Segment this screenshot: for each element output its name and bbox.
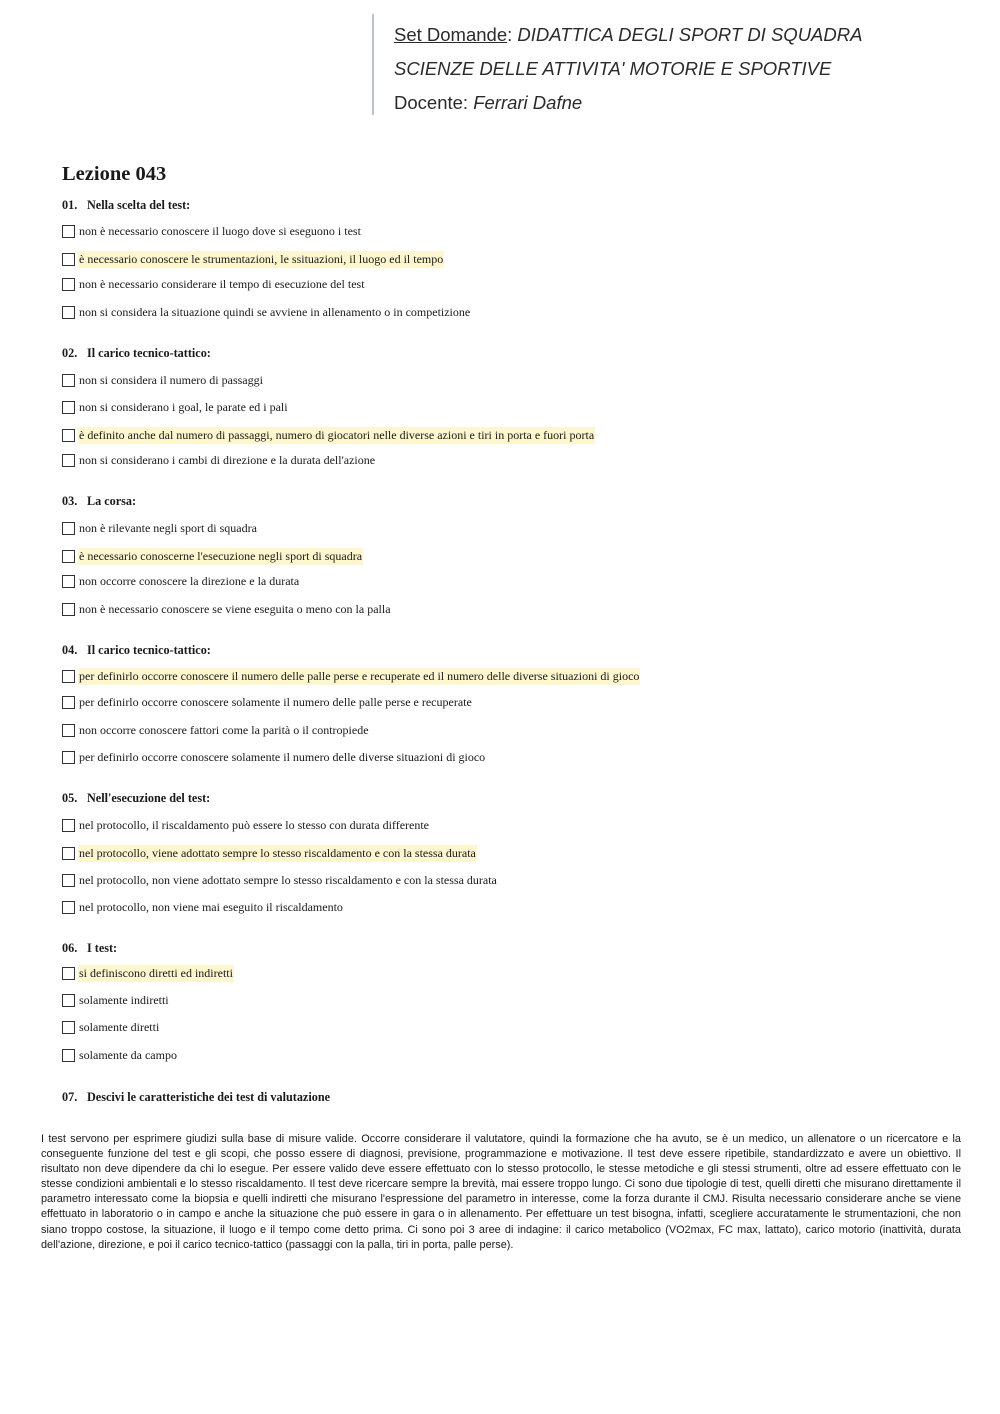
question-text: Il carico tecnico-tattico: [87, 643, 211, 657]
checkbox[interactable] [62, 575, 75, 588]
option-3[interactable] [62, 872, 498, 888]
option-text: è necessario conoscerne l'esecuzione negli sport di squadra [79, 548, 363, 563]
header-course-line [394, 21, 972, 48]
question-text: Nella scelta del test: [87, 198, 191, 212]
option-text: non si considerano i goal, le parate ed i pali [79, 399, 288, 414]
question-number: 02. [62, 346, 78, 360]
checkbox[interactable] [62, 522, 75, 535]
option-text: nel protocollo, il riscaldamento può essere lo stesso con durata differente [79, 817, 430, 832]
option-text: non è rilevante negli sport di squadra [79, 520, 257, 535]
teacher-name: Ferrari Dafne [473, 92, 583, 113]
option-text: è necessario conoscere le strumentazioni, le ssituazioni, il luogo ed il tempo [79, 251, 444, 266]
option-text: per definirlo occorre conoscere solamente il numero delle diverse situazioni di gioco [79, 749, 486, 764]
set-label: Set Domande [394, 24, 508, 45]
checkbox[interactable] [62, 724, 75, 737]
option-4[interactable] [62, 749, 486, 765]
option-1[interactable] [62, 372, 264, 388]
option-4[interactable] [62, 304, 471, 320]
option-text: per definirlo occorre conoscere il numero delle palle perse e recuperate ed il numero delle diverse situazioni di gioco [79, 668, 640, 683]
question-number: 04. [62, 643, 78, 657]
header-teacher-line [394, 89, 972, 116]
checkbox[interactable] [62, 819, 75, 832]
option-text: non è necessario considerare il tempo di esecuzione del test [79, 276, 365, 291]
option-text: non è necessario conoscere se viene eseguita o meno con la palla [79, 601, 391, 616]
option-1[interactable] [62, 965, 234, 981]
open-answer-text: I test servono per esprimere giudizi sulla base di misure valide. Occorre considerare il valutatore, quindi la formazione che ha avuto, se è un medico, un allenatore o un ricercatore e la conseguente funzione del test e gli scopi, che posso essere di diagnosi, previsione, programmazione e motivazione. Il test deve essere ripetibile, standardizzato e avere un obiettivo. Il risultato non deve dipendere da chi lo esegue. Per essere valido deve essere effettuato con lo stesso protocollo, le stesse metodiche e gli stessi strumenti, oltre ad essere effettuato con le stesse condizioni ambientali e lo stesso riscaldamento. Il test deve ricercare sempre la brevità, mai essere troppo lungo. Ci sono due tipologie di test, quelli diretti che misurano direttamente il parametro interessato come la biopsia e quelli indiretti che misurano l'espressione del parametro in interesse, come la forza durante il CMJ. Risulta necessario considerare anche se viene effettuato in laboratorio o in campo e anche la situazione che può essere in gara o in allenamento. Per effettuare un test bisogna, infatti, scegliere accuratamente le strumentazioni, che non siano troppo costose, la situazione, il luogo e il tempo come detto prima. Ci sono poi 3 aree di indagine: il carico metabolico (VO2max, FC max, lattato), carico motorio (inattività, durata dell'azione, direzione, e poi il carico tecnico-tattico (passaggi con la palla, tiri in porta, palle perse). [41, 1133, 961, 1251]
question-number: 07. [62, 1090, 78, 1104]
question-text: Il carico tecnico-tattico: [87, 346, 211, 360]
option-3[interactable] [62, 427, 595, 443]
question-number: 01. [62, 198, 78, 212]
teacher-label: Docente: [394, 92, 469, 113]
checkbox[interactable] [62, 306, 75, 319]
option-4[interactable] [62, 452, 376, 468]
option-1[interactable] [62, 520, 258, 536]
option-3[interactable] [62, 573, 300, 589]
question-07 [62, 1090, 330, 1105]
course-name: DIDATTICA DEGLI SPORT DI SQUADRA [517, 24, 863, 45]
checkbox[interactable] [62, 374, 75, 387]
checkbox[interactable] [62, 994, 75, 1007]
checkbox[interactable] [62, 454, 75, 467]
question-06 [62, 941, 117, 956]
option-2[interactable] [62, 251, 444, 267]
option-4[interactable] [62, 1047, 178, 1063]
option-text: non è necessario conoscere il luogo dove si eseguono i test [79, 223, 361, 238]
question-number: 05. [62, 791, 78, 805]
option-text: non occorre conoscere la direzione e la durata [79, 573, 300, 588]
checkbox[interactable] [62, 401, 75, 414]
set-separator: : [507, 24, 513, 45]
question-text: Descivi le caratteristiche dei test di valutazione [87, 1090, 331, 1104]
option-1[interactable] [62, 817, 430, 833]
document-header [372, 14, 972, 115]
question-05 [62, 791, 210, 806]
option-2[interactable] [62, 992, 170, 1008]
checkbox[interactable] [62, 253, 75, 266]
option-text: solamente indiretti [79, 992, 169, 1007]
option-text: si definiscono diretti ed indiretti [79, 965, 233, 980]
checkbox[interactable] [62, 967, 75, 980]
option-text: non si considerano i cambi di direzione e la durata dell'azione [79, 452, 376, 467]
checkbox[interactable] [62, 550, 75, 563]
option-4[interactable] [62, 899, 344, 915]
checkbox[interactable] [62, 429, 75, 442]
option-2[interactable] [62, 399, 289, 415]
question-text: I test: [87, 941, 118, 955]
option-text: nel protocollo, non viene adottato sempre lo stesso riscaldamento e con la stessa durata [79, 872, 497, 887]
lesson-title: Lezione 043 [62, 163, 167, 185]
option-text: non si considera la situazione quindi se avviene in allenamento o in competizione [79, 304, 471, 319]
option-text: nel protocollo, non viene mai eseguito il riscaldamento [79, 899, 343, 914]
question-02 [62, 346, 211, 361]
question-text: La corsa: [87, 494, 137, 508]
option-1[interactable] [62, 223, 362, 239]
option-text: non occorre conoscere fattori come la parità o il contropiede [79, 722, 369, 737]
option-text: non si considera il numero di passaggi [79, 372, 263, 387]
checkbox[interactable] [62, 847, 75, 860]
checkbox[interactable] [62, 278, 75, 291]
checkbox[interactable] [62, 670, 75, 683]
checkbox[interactable] [62, 225, 75, 238]
question-04 [62, 643, 211, 658]
question-03 [62, 494, 136, 509]
checkbox[interactable] [62, 874, 75, 887]
option-text: solamente da campo [79, 1047, 177, 1062]
option-3[interactable] [62, 1019, 160, 1035]
checkbox[interactable] [62, 901, 75, 914]
option-text: per definirlo occorre conoscere solamente il numero delle palle perse e recuperate [79, 694, 472, 709]
question-number: 06. [62, 941, 78, 955]
checkbox[interactable] [62, 751, 75, 764]
option-3[interactable] [62, 722, 370, 738]
option-2[interactable] [62, 694, 473, 710]
option-1[interactable] [62, 668, 640, 684]
option-3[interactable] [62, 276, 366, 292]
question-text: Nell'esecuzione del test: [87, 791, 211, 805]
question-number: 03. [62, 494, 78, 508]
question-01 [62, 198, 190, 213]
option-text: nel protocollo, viene adottato sempre lo stesso riscaldamento e con la stessa durata [79, 845, 476, 860]
option-2[interactable] [62, 548, 363, 564]
degree-name: SCIENZE DELLE ATTIVITA' MOTORIE E SPORTIVE [394, 58, 832, 79]
checkbox[interactable] [62, 1049, 75, 1062]
option-4[interactable] [62, 601, 392, 617]
option-text: solamente diretti [79, 1019, 160, 1034]
option-2[interactable] [62, 845, 477, 861]
checkbox[interactable] [62, 1021, 75, 1034]
checkbox[interactable] [62, 603, 75, 616]
checkbox[interactable] [62, 696, 75, 709]
option-text: è definito anche dal numero di passaggi, numero di giocatori nelle diverse azioni e tiri in porta e fuori porta [79, 427, 595, 442]
